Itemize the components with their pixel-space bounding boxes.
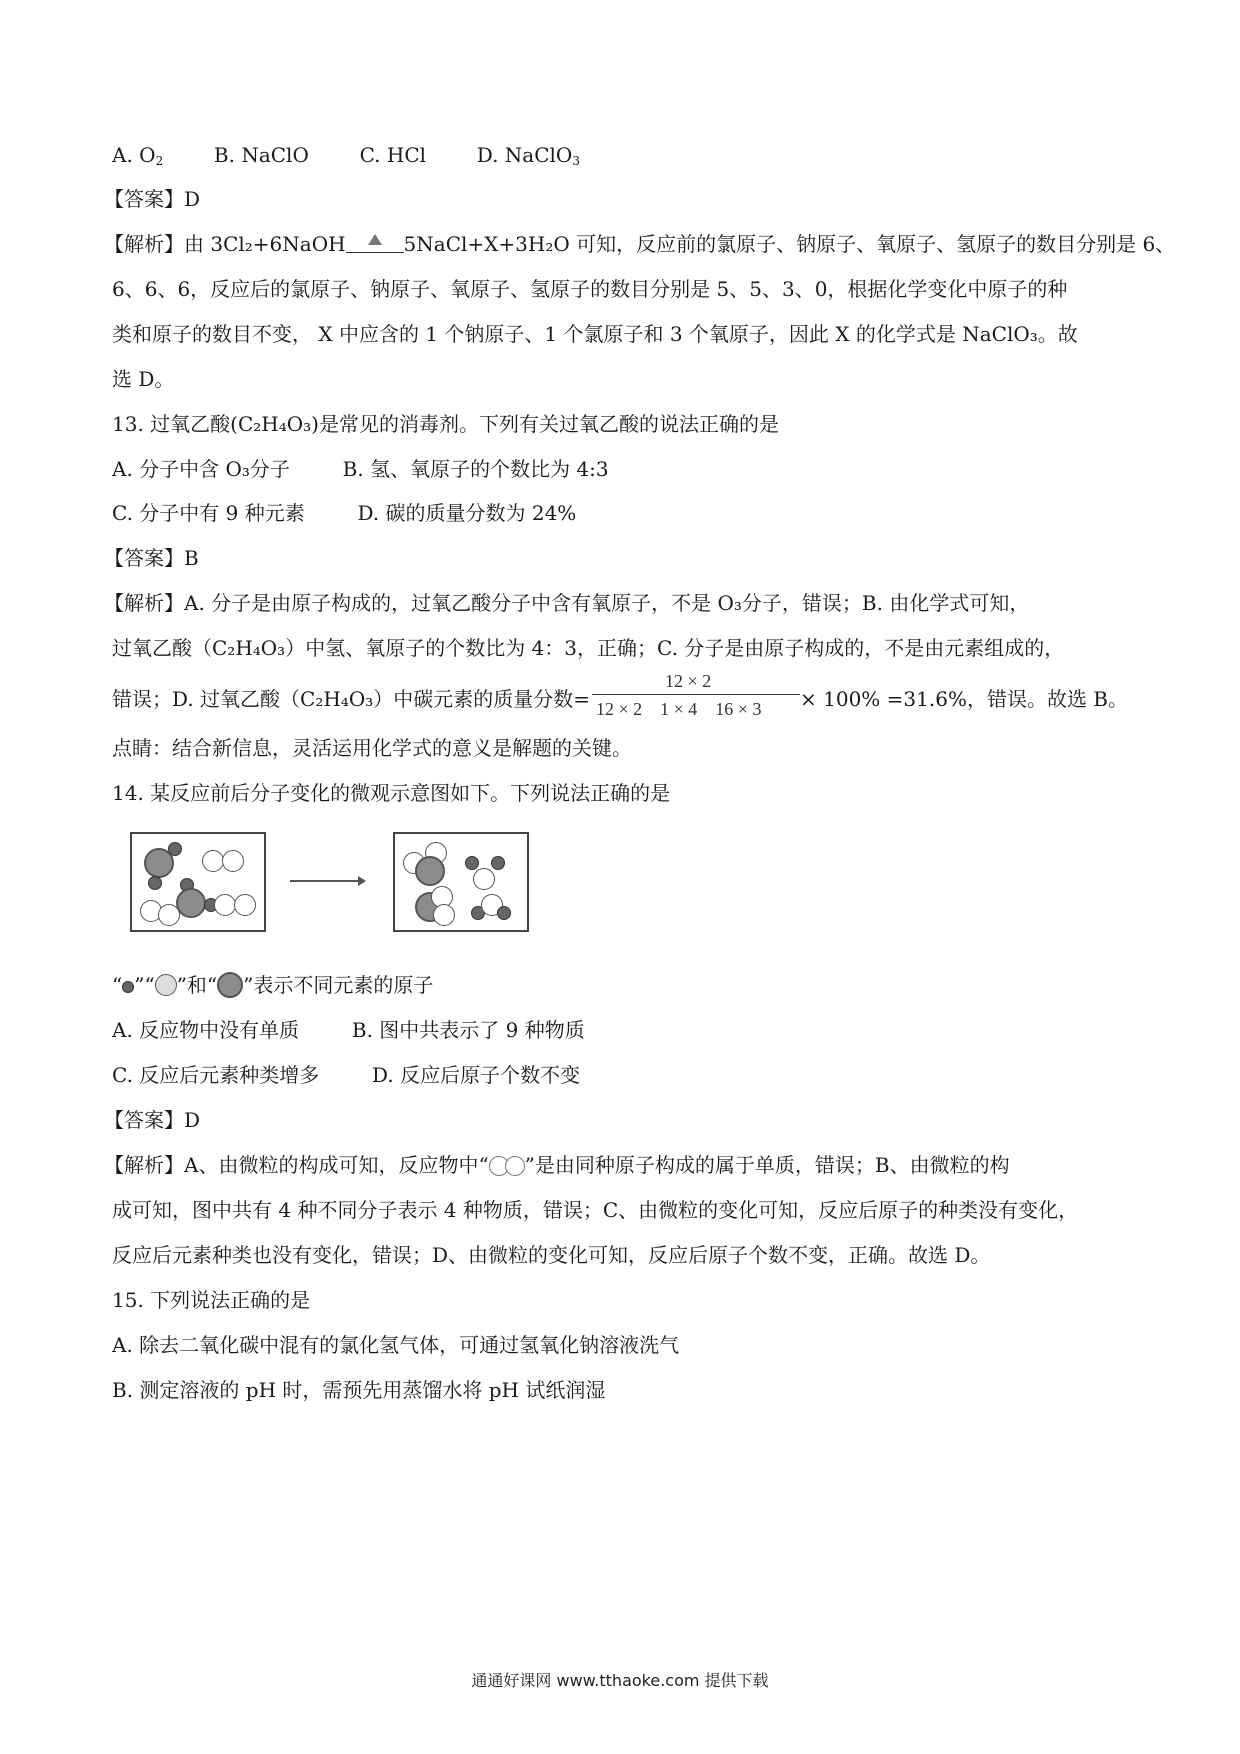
q14-option-a: A. 反应物中没有单质 (112, 1018, 300, 1042)
q12-analysis-line-2: 6、6、6，反应后的氯原子、钠原子、氧原子、氢原子的数目分别是 5、5、3、0，根据化学变化中原子的种 (112, 277, 1068, 301)
q13-option-a: A. 分子中含 O₃分子 (112, 457, 290, 481)
q13-analysis-line-3a: 错误；D. 过氧乙酸（C₂H₄O₃）中碳元素的质量分数= (112, 687, 590, 711)
product-box (393, 832, 529, 932)
reactant-box (130, 832, 266, 932)
white-atom (433, 904, 455, 926)
q13-tip: 点睛：结合新信息，灵活运用化学式的意义是解题的关键。 (112, 736, 632, 760)
q13-option-c: C. 分子中有 9 种元素 (112, 501, 305, 525)
q14-stem: 14. 某反应前后分子变化的微观示意图如下。下列说法正确的是 (112, 781, 671, 805)
q14-options-row-1 (112, 1017, 585, 1043)
q12-analysis-line-4: 选 D。 (112, 367, 175, 391)
q14-option-c: C. 反应后元素种类增多 (112, 1063, 320, 1087)
q12-answer: 【答案】D (104, 187, 201, 211)
white-atom (234, 894, 256, 916)
white-atom (222, 850, 244, 872)
q13-analysis-line-3b: × 100% =31.6%，错误。故选 B。 (800, 687, 1128, 711)
q14-options-row-2 (112, 1062, 580, 1088)
white-atom (158, 904, 180, 926)
small-dark-atom (168, 842, 182, 856)
q12-option-a: A. $O_2$ (112, 143, 164, 168)
q13-stem: 13. 过氧乙酸(C₂H₄O₃)是常见的消毒剂。下列有关过氧乙酸的说法正确的是 (112, 412, 779, 436)
white-atom-icon (155, 974, 177, 996)
small-dark-atom (491, 856, 505, 870)
q12-options (112, 142, 580, 174)
q12-option-b: B. NaClO (213, 143, 309, 167)
large-grey-atom (415, 856, 445, 886)
q15-option-a: A. 除去二氧化碳中混有的氯化氢气体，可通过氢氧化钠溶液洗气 (112, 1333, 680, 1357)
q14-option-d: D. 反应后原子个数不变 (372, 1063, 581, 1087)
q13-analysis-line-1: 【解析】A. 分子是由原子构成的，过氧乙酸分子中含有氧原子，不是 O₃分子，错误；B. 由化学式可知， (104, 591, 1030, 615)
heat-triangle-icon (346, 232, 404, 253)
q13-analysis-line-2: 过氧乙酸（C₂H₄O₃）中氢、氧原子的个数比为 4：3，正确；C. 分子是由原子构成的，不是由元素组成的， (112, 636, 1065, 660)
q12-analysis-line-3: 类和原子的数目不变， X 中应含的 1 个钠原子、1 个氯原子和 3 个氧原子，因此 X 的化学式是 NaClO₃。故 (112, 322, 1078, 346)
white-atom (214, 894, 236, 916)
q14-answer: 【答案】D (104, 1108, 201, 1132)
q12-analysis-line-1: 【解析】由 3Cl₂+6NaOH 5NaCl+X+3H₂O 可知，反应前的氯原子、钠原子、氧原子、氢原子的数目分别是 6、 (104, 232, 1176, 256)
q13-option-d: D. 碳的质量分数为 24% (357, 501, 577, 525)
q14-analysis-line-3: 反应后元素种类也没有变化，错误；D、由微粒的变化可知，反应后原子个数不变，正确。故选 D。 (112, 1243, 991, 1267)
oxygen-molecule-icon (489, 1156, 525, 1182)
q13-options-row-1 (112, 456, 609, 482)
mass-fraction-numerator: 12 × 2 (665, 671, 712, 691)
small-dark-atom-icon (122, 981, 134, 993)
fraction-bar (592, 694, 800, 695)
large-grey-atom-icon (217, 972, 243, 998)
q13-answer: 【答案】B (104, 546, 199, 570)
white-atom (202, 850, 224, 872)
reaction-arrow-icon (290, 880, 360, 882)
small-dark-atom (465, 856, 479, 870)
q14-legend: “ ”“ ”和“ ”表示不同元素的原子 (112, 973, 434, 997)
page-footer: 通通好课网 www.tthaoke.com 提供下载 (471, 1671, 769, 1690)
q15-option-b: B. 测定溶液的 pH 时，需预先用蒸馏水将 pH 试纸润湿 (112, 1378, 606, 1402)
mass-fraction-denominator: 12 × 2 1 × 4 16 × 3 (596, 699, 762, 719)
small-dark-atom (497, 906, 511, 920)
q14-option-b: B. 图中共表示了 9 种物质 (351, 1018, 585, 1042)
q13-options-row-2 (112, 500, 576, 526)
q14-analysis-line-2: 成可知，图中共有 4 种不同分子表示 4 种物质，错误；C、由微粒的变化可知，反应后原子的种类没有变化， (112, 1198, 1079, 1222)
q15-stem: 15. 下列说法正确的是 (112, 1288, 311, 1312)
small-dark-atom (148, 876, 162, 890)
q14-analysis-line-1: 【解析】A、由微粒的构成可知，反应物中“ ”是由同种原子构成的属于单质，错误；B、由微粒的构 (104, 1152, 1010, 1182)
white-atom (473, 868, 495, 890)
large-grey-atom (176, 888, 206, 918)
q12-option-c: C. HCl (359, 143, 427, 167)
q12-option-d: D. NaClO$_3$ (476, 143, 580, 168)
q13-option-b: B. 氢、氧原子的个数比为 4:3 (342, 457, 609, 481)
